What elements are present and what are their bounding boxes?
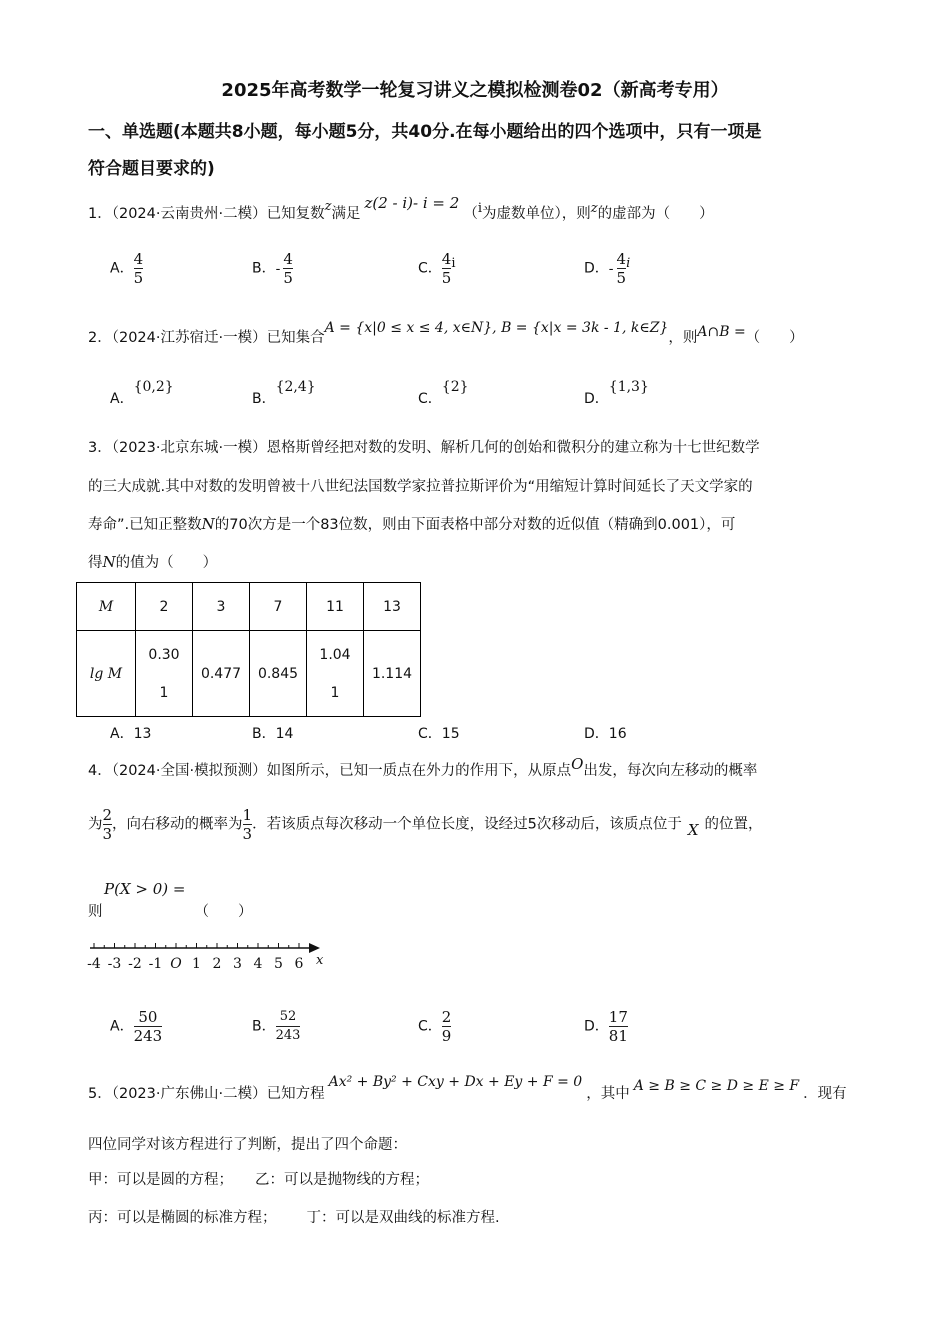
proposition-yi: 乙：可以是抛物线的方程； [255, 1172, 429, 1188]
text-segment: 已知方程 [266, 1086, 325, 1102]
option-value: 13 [133, 726, 152, 742]
option-value: {1,3} [608, 379, 649, 395]
text-segment: 满足 [331, 206, 361, 222]
option-label: D． [584, 726, 609, 742]
q1-option-c[interactable] [418, 250, 456, 287]
fraction [442, 1008, 452, 1045]
table-cell: 2 [136, 583, 193, 631]
axis-tick-label: 4 [253, 956, 263, 972]
question-source: （2024·全国·模拟预测） [111, 763, 267, 779]
option-label: B． [252, 391, 276, 407]
denominator: 5 [616, 269, 627, 287]
fraction [276, 1008, 301, 1045]
variable-o: O [571, 755, 584, 773]
option-label: C． [418, 260, 442, 277]
question-number: 4． [88, 763, 112, 779]
denominator: 243 [275, 1028, 301, 1043]
cell-line: 0.30 [148, 646, 180, 663]
probability-left [103, 806, 113, 843]
option-label: D． [584, 260, 609, 277]
variable-n: N [102, 553, 116, 571]
denominator: 3 [102, 825, 113, 843]
text-segment: 的位置， [704, 816, 763, 833]
axis-ticks [94, 943, 299, 948]
q1-option-b[interactable] [252, 250, 293, 287]
cell-line: 1 [159, 684, 169, 701]
numerator: 50 [138, 1008, 158, 1026]
question-5-line4 [88, 1206, 500, 1227]
axis-tick-label: 3 [233, 956, 242, 972]
option-label: C． [418, 391, 442, 407]
set-b: , B = {x|x = 3k - 1, k∈Z} [492, 320, 669, 336]
q3-option-d[interactable] [584, 723, 627, 743]
numerator: 4 [133, 250, 144, 268]
table-cell: 0.845 [250, 631, 307, 717]
option-label: D． [584, 1018, 609, 1035]
option-label: A． [110, 726, 134, 742]
variable-z: z [324, 199, 332, 214]
text-segment: 的70次方是一个83位数，则由下面表格中部分对数的近似值（精确到0.001），可 [214, 517, 736, 533]
question-5-line3 [88, 1168, 429, 1189]
q1-option-a[interactable] [110, 250, 143, 287]
text-segment: ．若该质点每次移动一个单位长度，设经过5次移动后，该质点位于 [252, 816, 682, 833]
denominator: 9 [441, 1027, 452, 1045]
q3-option-b[interactable] [252, 723, 293, 743]
text-segment: 已知集合 [266, 330, 325, 346]
text-segment: 寿命”.已知正整数 [88, 517, 202, 533]
table-header-cell: lg M [77, 631, 136, 717]
text-segment: 为 [88, 816, 103, 833]
q3-option-a[interactable] [110, 723, 151, 743]
question-source: （2024·云南贵州·二模） [111, 206, 267, 222]
arrow-icon [309, 943, 320, 953]
numerator: 52 [279, 1009, 297, 1024]
text-segment: 如图所示，已知一质点在外力的作用下，从原点 [266, 763, 572, 779]
q2-option-a[interactable] [110, 379, 174, 408]
cell-line: 1 [330, 684, 340, 701]
number-line-figure [80, 936, 340, 980]
axis-tick-label: 5 [274, 956, 283, 972]
question-3-line2: 的三大成就.其中对数的发明曾被十八世纪法国数学家拉普拉斯评价为“用缩短计算时间延长了天文学家的 [88, 479, 753, 495]
minus-sign: - [608, 260, 614, 277]
numerator: 4 [616, 250, 627, 268]
q4-option-b[interactable] [252, 1008, 300, 1045]
question-5-line1 [88, 1074, 847, 1103]
section-heading-line2: 符合题目要求的) [88, 159, 215, 179]
table-cell: 7 [250, 583, 307, 631]
table-header-cell: M [77, 583, 136, 631]
set-a: A = {x|0 ≤ x ≤ 4, x∈N} [324, 320, 493, 336]
proposition-ding: 丁：可以是双曲线的标准方程. [306, 1210, 500, 1226]
q4-option-a[interactable] [110, 1008, 162, 1045]
denominator: 5 [133, 269, 144, 287]
axis-tick-label: -1 [148, 956, 163, 972]
option-value: {2} [441, 379, 469, 395]
section-heading-line1: 一、单选题(本题共8小题，每小题5分，共40分.在每小题给出的四个选项中，只有一项是 [88, 122, 762, 142]
text-segment: （ ） [745, 330, 804, 346]
question-3-line1 [88, 436, 760, 457]
denominator: 81 [608, 1027, 628, 1045]
text-segment: ．现有 [803, 1086, 847, 1102]
axis-tick-label: 1 [192, 956, 201, 972]
option-label: B． [252, 1018, 276, 1035]
table-cell: 11 [307, 583, 364, 631]
question-2-stem [88, 320, 804, 347]
text-segment: ，向右移动的概率为 [112, 816, 243, 833]
cell-line: 1.04 [319, 646, 351, 663]
option-label: B． [252, 726, 276, 742]
variable-n: N [201, 515, 215, 533]
question-3-line4 [88, 551, 217, 572]
q4-option-c[interactable] [418, 1008, 451, 1045]
table-cell: 3 [193, 583, 250, 631]
option-value: 15 [441, 726, 460, 742]
axis-variable-label: x [316, 953, 324, 968]
text-segment: 出发，每次向左移动的概率 [583, 763, 758, 779]
option-value: 16 [608, 726, 627, 742]
text-segment: 的值为（ ） [115, 555, 218, 571]
table-cell: 1.114 [364, 631, 421, 717]
numerator: 17 [608, 1008, 628, 1026]
question-4-line2 [88, 806, 763, 843]
question-source: （2023·北京东城·一模） [111, 440, 267, 456]
option-value: {0,2} [133, 379, 174, 395]
option-label: C． [418, 1018, 442, 1035]
axis-tick-label: -3 [107, 956, 122, 972]
denominator: 5 [441, 269, 452, 287]
numerator: 1 [242, 806, 253, 824]
option-label: A． [110, 260, 134, 277]
option-label: C． [418, 726, 442, 742]
table-cell: 13 [364, 583, 421, 631]
table-cell: 0.477 [193, 631, 250, 717]
q1-option-d[interactable] [584, 250, 630, 287]
question-number: 5． [88, 1086, 112, 1102]
text-segment: ，其中 [586, 1086, 630, 1102]
variable-z: z [590, 201, 598, 216]
axis-labels [87, 956, 303, 972]
numerator: 4 [441, 250, 452, 268]
question-1-stem [88, 194, 714, 223]
imaginary-unit: i [626, 255, 631, 271]
q2-option-d[interactable] [584, 379, 649, 408]
table-row [77, 583, 421, 631]
question-number: 1． [88, 206, 112, 222]
numerator: 2 [102, 806, 113, 824]
numerator: 4 [283, 250, 293, 268]
axis-tick-label: -2 [128, 956, 142, 972]
text-segment: 则 [88, 904, 103, 920]
question-4-line3 [88, 900, 253, 921]
imaginary-unit: i [451, 255, 456, 271]
numerator: 2 [441, 1008, 452, 1026]
axis-tick-label: O [170, 956, 182, 972]
fraction [283, 250, 293, 287]
q2-option-b[interactable] [252, 379, 316, 408]
minus-sign: - [275, 260, 281, 277]
table-row [77, 631, 421, 717]
table-cell [136, 631, 193, 717]
axis-tick-label: 6 [294, 956, 304, 972]
text-segment: 的虚部为（ ） [597, 206, 714, 222]
text-segment: 恩格斯曾经把对数的发明、解析几何的创始和微积分的建立称为十七世纪数学 [266, 440, 760, 456]
equation: Ax² + By² + Cxy + Dx + Ey + F = 0 [328, 1074, 583, 1090]
question-5-line2: 四位同学对该方程进行了判断，提出了四个命题： [88, 1137, 407, 1153]
text-segment: （ ） [194, 904, 253, 920]
page-title: 2025年高考数学一轮复习讲义之模拟检测卷02（新高考专用） [221, 80, 729, 101]
text-segment: 得 [88, 555, 103, 571]
fraction [617, 250, 627, 287]
option-value: {2,4} [275, 379, 316, 395]
question-source: （2024·江苏宿迁·一模） [111, 330, 267, 346]
fraction [134, 1008, 163, 1045]
text-segment: （ [463, 206, 478, 222]
question-number: 3． [88, 440, 112, 456]
log-table [76, 582, 421, 717]
axis-tick-label: -4 [87, 956, 101, 972]
probability-expr: P(X > 0) = [104, 880, 186, 898]
axis-tick-label: 2 [212, 956, 222, 972]
text-segment: 已知复数 [266, 206, 325, 222]
question-number: 2． [88, 330, 112, 346]
option-value: 14 [275, 726, 294, 742]
fraction [134, 250, 144, 287]
question-3-line3 [88, 513, 735, 534]
denominator: 243 [133, 1027, 163, 1045]
denominator: 3 [242, 825, 253, 843]
question-source: （2023·广东佛山·二模） [111, 1086, 267, 1102]
text-segment: 为虚数单位），则 [481, 206, 591, 222]
probability-right [243, 806, 253, 843]
q2-option-c[interactable] [418, 379, 469, 408]
q3-option-c[interactable] [418, 723, 460, 743]
text-segment: ，则 [668, 330, 698, 346]
option-label: A． [110, 1018, 134, 1035]
table-cell [307, 631, 364, 717]
intersection-expr: A∩B = [697, 324, 746, 340]
option-label: B． [252, 260, 276, 277]
variable-i: i [477, 201, 482, 216]
inequality-condition: A ≥ B ≥ C ≥ D ≥ E ≥ F [633, 1078, 800, 1094]
q4-option-d[interactable] [584, 1008, 628, 1045]
equation: z(2 - i)- i = 2 [364, 194, 460, 212]
option-label: A． [110, 391, 134, 407]
variable-x: X [687, 820, 699, 839]
question-4-line1 [88, 755, 758, 780]
fraction [609, 1008, 628, 1045]
fraction [442, 250, 452, 287]
denominator: 5 [283, 269, 293, 287]
option-label: D． [584, 391, 609, 407]
proposition-jia: 甲：可以是圆的方程； [88, 1172, 233, 1188]
proposition-bing: 丙：可以是椭圆的标准方程； [88, 1210, 277, 1226]
